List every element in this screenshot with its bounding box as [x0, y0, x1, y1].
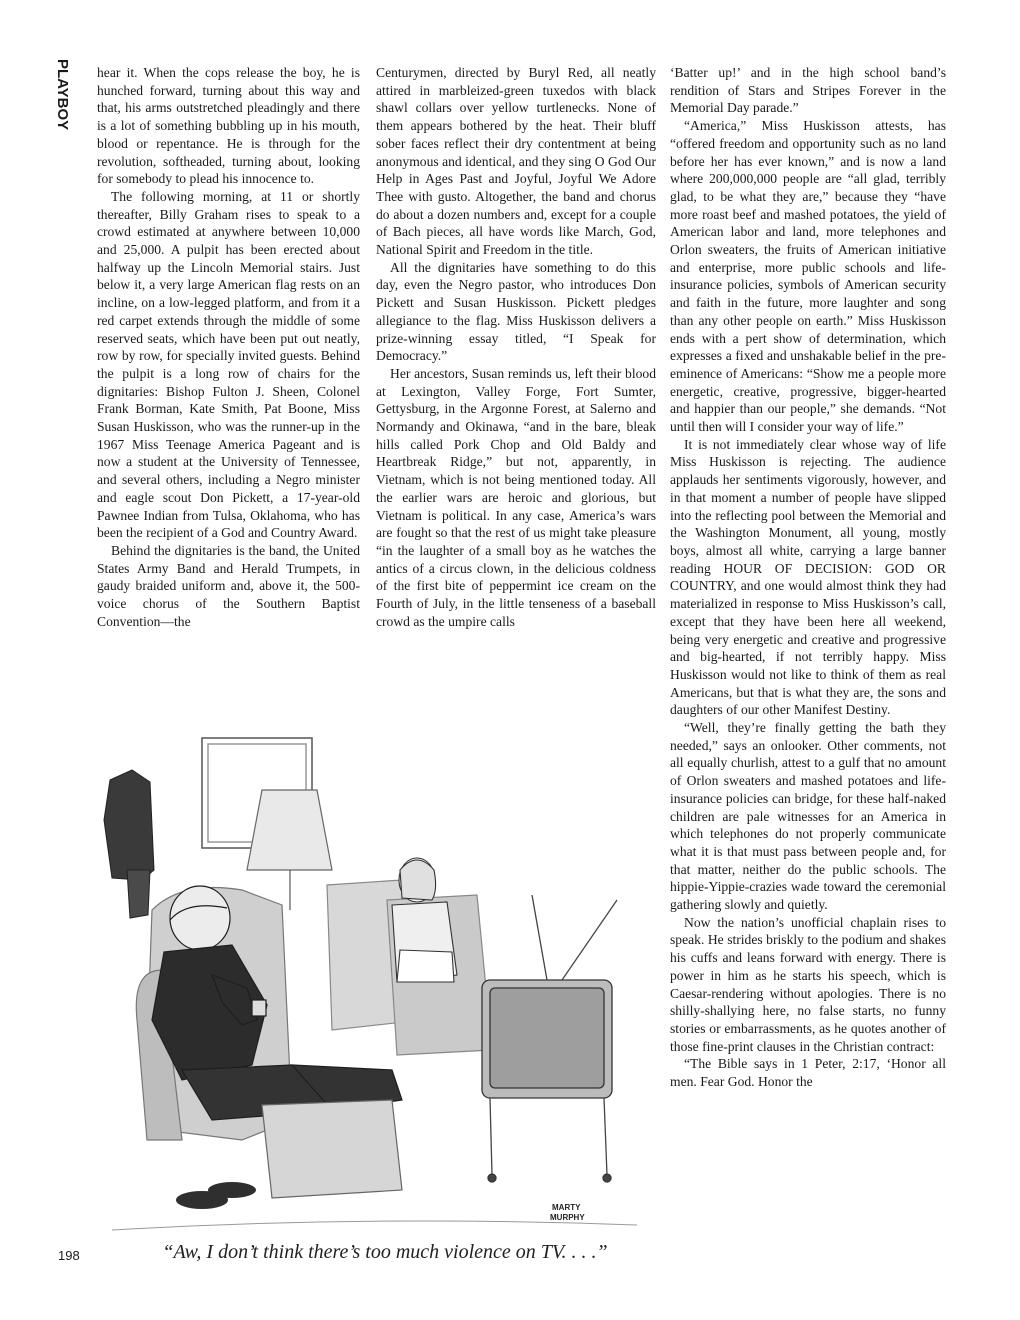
coat-on-hook: [104, 770, 154, 918]
paragraph: “America,” Miss Huskisson attests, has “offered freedom and opportunity such as no land before her has ever known,” and is now a land where 200,000,000 people are “all glad, terribly glad, to be what they are,” because they “have more roast beef and mashed potatoes, the yield of American labor and land, more telephones and Orlon sweaters, the fruits of American initiative and enterprise, more public schools and life-insurance policies, symbols of American security and faith in the future, more laughter and song than any other people on earth.” Miss Huskisson ends with a pert show of determination, which expresses a fixed and unshakable belief in the pre-eminence of Americans: “Show me a people more energetic, creative, progressive, bigger-hearted and happier than our people,” she demands. “Not until then will I consider your way of life.”: [670, 118, 946, 435]
paragraph: Centurymen, directed by Buryl Red, all neatly attired in marbleized-green tuxedos with black shawl collars over yellow turtlenecks. None of them appears bothered by the heat. Their bluff sober faces reflect their dry contentment at being anonymous and identical, and they sing O God Our Help in Ages Past and Joyful, Joyful We Adore Thee with gusto. Altogether, the band and chorus do about a dozen numbers and, except for a couple of Bach pieces, all have words like March, God, National Spirit and Freedom in the title.: [376, 65, 656, 258]
paragraph: ‘Batter up!’ and in the high school band’s rendition of Stars and Stripes Forever in the Memorial Day parade.”: [670, 65, 946, 116]
paragraph: hear it. When the cops release the boy, he is hunched forward, turning about this way and that, his arms outstretched pleadingly and there is a lot of something bubbling up in his mouth, blood or repentance. He is through for the revolution, softheaded, turning about, looking for somebody to plead his innocence to.: [97, 65, 360, 187]
cartoonist-signature: MARTY: [552, 1203, 581, 1212]
paragraph: “The Bible says in 1 Peter, 2:17, ‘Honor all men. Fear God. Honor the: [670, 1056, 946, 1090]
paragraph: It is not immediately clear whose way of life Miss Huskisson is rejecting. The audience applauds her sentiments vigorously, however, and in that moment a number of people have slipped into the reflecting pool between the Memorial and the Washington Monument, all young, mostly boys, almost all white, carrying a large banner reading HOUR OF DECISION: GOD OR COUNTRY, and one would almost think they had materialized in response to Miss Huskisson’s call, except that they have been here all weekend, being very energetic and creative and progressive and big-hearted, if not terribly happy. Miss Huskisson would not like to think of them as real Americans, but that is what they are, the sons and daughters of our other Manifest Destiny.: [670, 436, 946, 718]
television: [482, 895, 617, 1182]
paragraph: Now the nation’s unofficial chaplain rises to speak. He strides briskly to the podium and shakes his cuffs and leans forward with energy. There is power in him as he starts his speech, which is Caesar-rendering without apologies. There is no shilly-shallying here, no false starts, no funny stories or embarrassments, as he quotes another of those fine-print clauses in the Christian contract:: [670, 914, 946, 1054]
paragraph: Behind the dignitaries is the band, the United States Army Band and Herald Trumpets, in gaudy braided uniform and, above it, the 500-voice chorus of the Southern Baptist Convention—the: [97, 542, 360, 629]
masthead-vertical: [51, 59, 73, 131]
paragraph: All the dignitaries have something to do this day, even the Negro pastor, who introduces Don Pickett and Susan Huskisson. Pickett pledges allegiance to the flag. Miss Huskisson delivers a prize-winning essay titled, “I Speak for Democracy.”: [376, 259, 656, 364]
floor-lamp: [247, 790, 332, 910]
text-column-3: [670, 64, 946, 1091]
ottoman: [262, 1100, 402, 1198]
text-column-2: [376, 64, 656, 631]
cartoon-drawing: [92, 720, 652, 1260]
paragraph: “Well, they’re finally getting the bath they needed,” says an onlooker. Other comments, not all equally churlish, attest to a gulf that no amount of Orlon sweaters and mashed potatoes and life-insurance policies can bridge, for these half-naked children are pale witnesses for an America in which telephones do not properly communicate what it is that must pass between people and, for that matter, neither do the public schools. The hippie-Yippie-crazies wade toward the ceremonial gathering slowly and quietly.: [670, 720, 946, 913]
cartoon-illustration: [92, 720, 652, 1260]
text-column-1: [97, 64, 360, 631]
masthead-text: PLAYBOY: [54, 59, 71, 131]
paragraph: Her ancestors, Susan reminds us, left their blood at Lexington, Valley Forge, Fort Sumter, Gettysburg, in the Argonne Forest, at Salerno and Normandy and Okinawa, “and in the bare, bleak hills called Pork Chop and Old Baldy and Heartbreak Ridge,” but not, apparently, in Vietnam, which is not being mentioned today. All the earlier wars are heroic and glorious, but Vietnam is political. In any case, America’s wars are fought so that the rest of us might take pleasure “in the laughter of a small boy as he watches the antics of a circus clown, in the delicious coldness of the first bite of peppermint ice cream on the Fourth of July, in the little tenseness of a baseball crowd as the umpire calls: [376, 365, 656, 629]
woman-reading: [392, 858, 457, 982]
floor-line: [112, 1221, 637, 1230]
cartoon-caption: “Aw, I don’t think there’s too much violence on TV. . . .”: [162, 1241, 608, 1263]
paragraph: The following morning, at 11 or shortly thereafter, Billy Graham rises to speak to a crowd estimated at anywhere between 10,000 and 25,000. A pulpit has been erected about halfway up the Lincoln Memorial stairs. Just below it, a very large American flag rests on an incline, on a low-legged platform, and from it a red carpet extends through the middle of some reserved seats, which have been put out neatly, row by row, for specially invited guests. Behind the pulpit is a long row of chairs for the dignitaries: Bishop Fulton J. Sheen, Colonel Frank Borman, Kate Smith, Pat Boone, Miss Susan Huskisson, who was the runner-up in the 1967 Miss Teenage America Pageant and is now a student at the University of Tennessee, and several others, including a Negro minister and eagle scout Don Pickett, a 17-year-old Pawnee Indian from Tulsa, Oklahoma, who has been the recipient of a God and Country Award.: [97, 188, 360, 541]
page-number: 198: [58, 1248, 80, 1263]
cartoonist-signature-2: MURPHY: [550, 1213, 585, 1222]
slippers: [176, 1182, 256, 1209]
